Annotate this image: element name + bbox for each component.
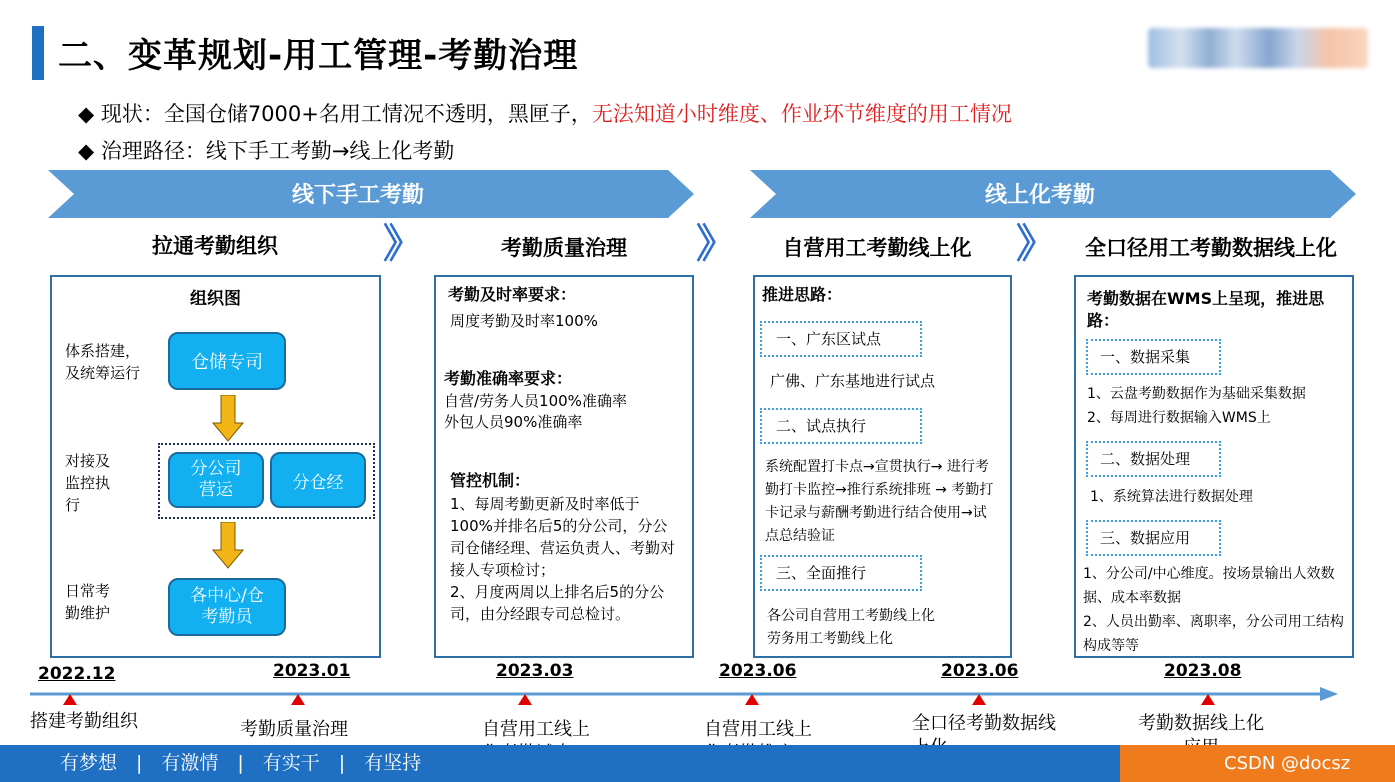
down-arrow-icon <box>212 522 244 570</box>
title-accent-bar <box>32 26 44 80</box>
accuracy-text-1: 自营/劳务人员100%准确率 <box>444 392 627 410</box>
col4-step-2-text: 1、系统算法进行数据处理 <box>1090 489 1253 505</box>
watermark: CSDN @docsz <box>1224 753 1351 774</box>
col3-step-3-text: 各公司自营用工考勤线上化 劳务用工考勤线上化 <box>767 608 935 647</box>
col3-step-2: 二、试点执行 <box>760 408 922 444</box>
timeline-date-6: 2023.08 <box>1164 661 1242 681</box>
milestone-label-1: 搭建考勤组织 <box>30 711 138 732</box>
col-title-3: 自营用工考勤线上化 <box>782 236 972 260</box>
bullet-status-highlight: 无法知道小时维度、作业环节维度的用工情况 <box>591 102 1012 126</box>
chevron-icon: 》 <box>1016 221 1056 267</box>
down-arrow-icon <box>212 395 244 443</box>
org-node-attendance-clerk: 各中心/仓 考勤员 <box>168 578 286 636</box>
chevron-icon: 》 <box>383 221 423 267</box>
col-title-2: 考勤质量治理 <box>501 236 627 260</box>
footer-slogans: 有梦想 | 有激情 | 有实干 | 有坚持 <box>60 752 422 774</box>
milestone-label-3: 自营用工线上 <box>482 719 590 740</box>
col3-step-1-text: 广佛、广东基地进行试点 <box>770 372 936 390</box>
org-node-branch-ops: 分公司 营运 <box>168 452 264 508</box>
org-row-label-2: 对接及 监控执 行 <box>65 452 111 514</box>
col4-step-1-text: 1、云盘考勤数据作为基础采集数据 2、每周进行数据输入WMS上 <box>1087 386 1306 426</box>
bullet-status <box>78 98 1012 128</box>
accuracy-heading: 考勤准确率要求： <box>444 369 573 388</box>
org-chart-heading: 组织图 <box>190 289 241 309</box>
milestone-marker <box>63 694 77 705</box>
col-title-4: 全口径用工考勤数据线上化 <box>1085 236 1337 260</box>
timeline-date-1: 2022.12 <box>38 664 116 684</box>
milestone-label-4: 自营用工线上 <box>704 719 812 740</box>
control-heading: 管控机制： <box>450 471 531 490</box>
col4-step-3-text: 1、分公司/中心维度。按场景输出人效数据、成本率数据 2、人员出勤率、离职率，分公司用工结构构成等等 <box>1083 566 1344 654</box>
org-node-warehouse-office: 仓储专司 <box>168 332 286 390</box>
milestone-marker <box>518 694 532 705</box>
control-text: 1、每周考勤更新及时率低于100%并排名后5的分公司，分公司仓储经理、营运负责人、考勤对接人专项检讨； 2、月度两周以上排名后5的分公司，由分经跟专司总检讨。 <box>450 495 676 623</box>
page-title: 二、变革规划-用工管理-考勤治理 <box>58 36 579 76</box>
milestone-marker <box>291 694 305 705</box>
col3-step-1: 一、广东区试点 <box>760 321 922 357</box>
col4-step-2: 二、数据处理 <box>1086 441 1221 477</box>
milestone-marker <box>745 694 759 705</box>
col-title-1: 拉通考勤组织 <box>152 234 278 258</box>
org-row-label-1: 体系搭建， 及统筹运行 <box>65 342 141 382</box>
col3-step-2-text: 系统配置打卡点→宣贯执行→ 进行考勤打卡监控→推行系统排班 → 考勤打卡记录与薪酬考勤进行结合使用→试点总结验证 <box>765 459 994 544</box>
col4-step-1: 一、数据采集 <box>1086 339 1221 375</box>
timeline-axis <box>30 684 1342 704</box>
blurred-logo <box>1148 28 1368 68</box>
phase-label-offline: 线下手工考勤 <box>291 183 424 208</box>
milestone-marker <box>972 694 986 705</box>
col4-heading: 考勤数据在WMS上呈现，推进思路： <box>1087 289 1325 330</box>
chevron-icon: 》 <box>696 221 736 267</box>
milestone-marker <box>1201 694 1215 705</box>
timeline-date-4: 2023.06 <box>719 661 797 681</box>
phase-label-online: 线上化考勤 <box>984 183 1095 208</box>
milestone-label-5: 全口径考勤数据线 <box>912 713 1056 734</box>
milestone-label-2: 考勤质量治理 <box>240 719 348 740</box>
org-node-branch-manager: 分仓经 <box>270 452 366 508</box>
bullet-status-text: ◆ 现状：全国仓储7000+名用工情况不透明，黑匣子， <box>78 102 592 126</box>
bullet-path-text: ◆ 治理路径：线下手工考勤→线上化考勤 <box>78 139 455 163</box>
timeline-date-2: 2023.01 <box>273 661 351 681</box>
timeliness-text: 周度考勤及时率100% <box>450 312 598 330</box>
timeliness-heading: 考勤及时率要求： <box>448 285 577 304</box>
col4-step-3: 三、数据应用 <box>1086 520 1221 556</box>
org-row-label-3: 日常考 勤维护 <box>65 582 111 622</box>
col3-step-3: 三、全面推行 <box>760 555 922 591</box>
timeline-date-5: 2023.06 <box>941 661 1019 681</box>
col3-heading: 推进思路： <box>762 285 843 304</box>
milestone-label-6: 考勤数据线上化 <box>1138 713 1264 734</box>
bullet-path <box>78 135 454 165</box>
accuracy-text-2: 外包人员90%准确率 <box>444 413 583 431</box>
timeline-date-3: 2023.03 <box>496 661 574 681</box>
